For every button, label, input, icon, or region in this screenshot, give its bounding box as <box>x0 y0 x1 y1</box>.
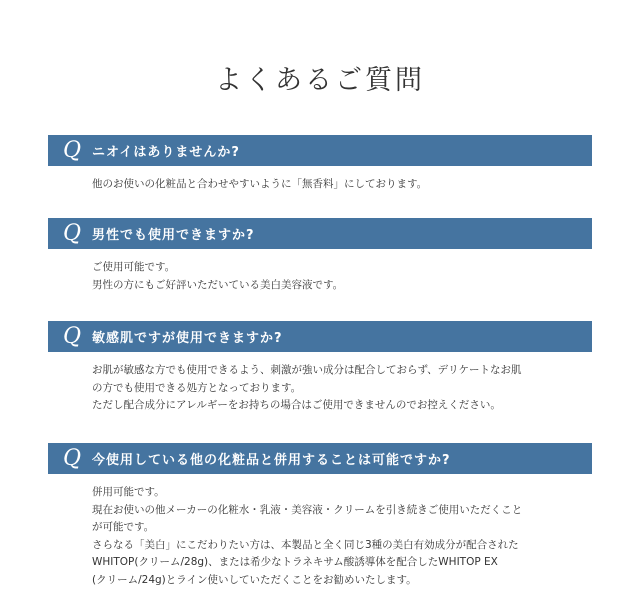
question-text: ニオイはありませんか? <box>92 145 240 160</box>
answer-text <box>92 176 582 194</box>
answer-line: ただし配合成分にアレルギーをお持ちの場合はご使用できませんのでお控えください。 <box>92 399 501 411</box>
answer-line: ご使用可能です。 <box>92 261 176 273</box>
question-text: 男性でも使用できますか? <box>92 228 255 243</box>
faq-item-no-smell <box>48 135 592 194</box>
answer-line: 併用可能です。 <box>92 486 165 498</box>
page-title: よくあるご質問 <box>215 65 425 96</box>
question-bar <box>48 135 592 166</box>
question-mark-icon: Q <box>62 324 82 349</box>
question-bar <box>48 443 592 474</box>
answer-text <box>92 259 582 294</box>
question-text: 敏感肌ですが使用できますか? <box>92 331 283 346</box>
answer-line: 現在お使いの他メーカーの化粧水・乳液・美容液・クリームを引き続きご使用いただくこと <box>92 503 523 516</box>
answer-line: 他のお使いの化粧品と合わせやすいように「無香料」にしております。 <box>92 178 428 190</box>
faq-item-combined-use <box>48 443 592 589</box>
question-bar <box>48 218 592 249</box>
question-bar <box>48 321 592 352</box>
question-mark-icon: Q <box>62 138 82 163</box>
answer-line: お肌が敏感な方でも使用できるよう、刺激が強い成分は配合しておらず、デリケートなお肌 <box>92 364 522 376</box>
answer-text <box>92 362 582 415</box>
question-text: 今使用している他の化粧品と併用することは可能ですか? <box>92 453 451 468</box>
question-mark-icon: Q <box>62 221 82 246</box>
answer-line: の方でも使用できる処方となっております。 <box>92 381 302 394</box>
answer-line: が可能です。 <box>92 521 155 533</box>
answer-line: WHITOP(クリーム/28g)、または希少なトラネキサム酸誘導体を配合したWHITOP EX <box>92 556 498 568</box>
answer-text <box>92 484 582 589</box>
faq-item-men-use <box>48 218 592 294</box>
answer-line: さらなる「美白」にこだわりたい方は、本製品と全く同じ3種の美白有効成分が配合された <box>92 538 519 551</box>
answer-line: 男性の方にもご好評いただいている美白美容液です。 <box>92 278 344 291</box>
answer-line: (クリーム/24g)とライン使いしていただくことをお勧めいたします。 <box>92 573 417 586</box>
faq-item-sensitive-skin <box>48 321 592 415</box>
question-mark-icon: Q <box>62 446 82 471</box>
